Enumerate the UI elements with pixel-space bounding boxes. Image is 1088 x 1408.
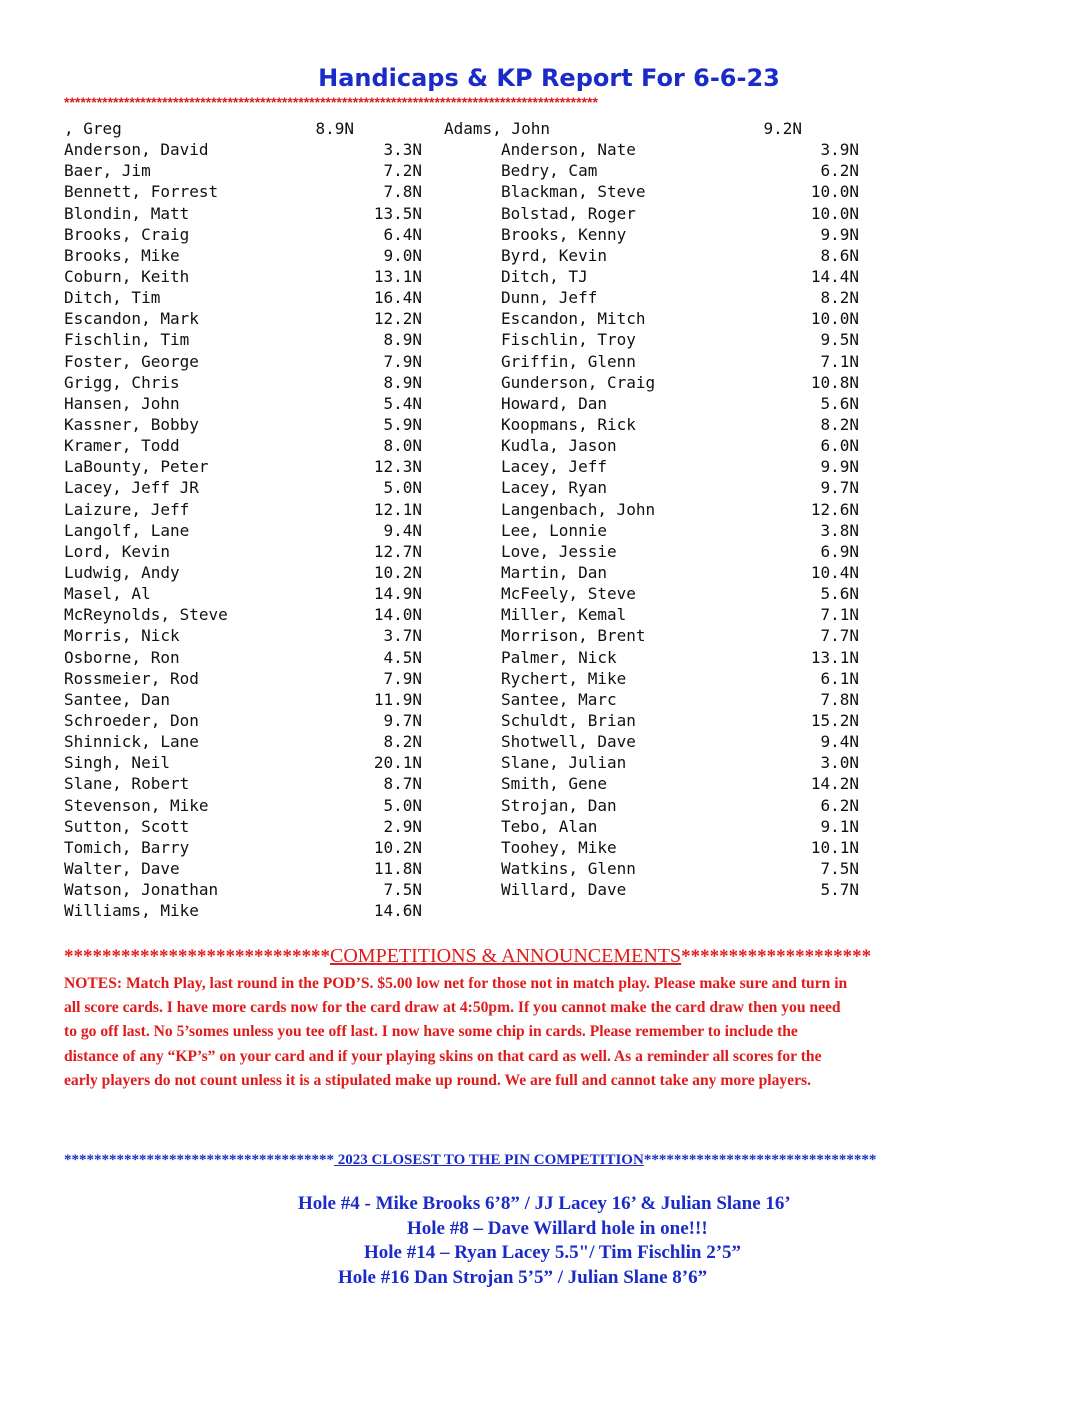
closest-to-pin-heading bbox=[64, 1152, 1034, 1169]
handicap-row bbox=[64, 837, 904, 858]
player-handicap: 5.0N bbox=[383, 795, 422, 815]
notes bbox=[64, 972, 1034, 1093]
player-handicap: 9.4N bbox=[383, 520, 422, 540]
player-name: Brooks, Craig bbox=[64, 224, 190, 244]
player-name: Foster, George bbox=[64, 351, 199, 371]
player-handicap: 12.2N bbox=[373, 309, 422, 329]
player-handicap: 9.9N bbox=[820, 224, 859, 244]
player-name: Bennett, Forrest bbox=[64, 182, 219, 202]
player-handicap: 6.2N bbox=[820, 795, 859, 815]
player-name: Slane, Robert bbox=[64, 774, 190, 794]
player-name: Langolf, Lane bbox=[64, 520, 190, 540]
handicap-row bbox=[64, 224, 904, 245]
player-name: Schroeder, Don bbox=[64, 710, 199, 730]
player-handicap: 11.9N bbox=[373, 689, 422, 709]
player-handicap: 8.9N bbox=[383, 372, 422, 392]
player-name: Rychert, Mike bbox=[501, 668, 627, 688]
player-handicap: 7.2N bbox=[383, 161, 422, 181]
player-name: Anderson, Nate bbox=[501, 140, 636, 160]
player-handicap: 5.7N bbox=[820, 880, 859, 900]
player-name: Rossmeier, Rod bbox=[64, 668, 199, 688]
player-handicap: 8.6N bbox=[820, 245, 859, 265]
player-handicap: 7.1N bbox=[820, 605, 859, 625]
handicap-row bbox=[64, 499, 904, 520]
handicap-row bbox=[64, 879, 904, 900]
player-handicap: 7.9N bbox=[383, 668, 422, 688]
handicap-row bbox=[64, 456, 904, 477]
player-handicap: 20.1N bbox=[373, 753, 422, 773]
notes-line: early players do not count unless it is a stipulated make up round. We are full and cannot take any more players. bbox=[64, 1071, 811, 1089]
player-name: Coburn, Keith bbox=[64, 266, 190, 286]
player-name: Lacey, Jeff bbox=[501, 457, 607, 477]
player-handicap: 6.2N bbox=[820, 161, 859, 181]
player-handicap: 7.8N bbox=[820, 689, 859, 709]
player-handicap: 6.9N bbox=[820, 541, 859, 561]
player-name: Blondin, Matt bbox=[64, 203, 190, 223]
player-handicap: 12.1N bbox=[373, 499, 422, 519]
handicap-row bbox=[64, 266, 904, 287]
player-name: Martin, Dan bbox=[501, 562, 607, 582]
player-name: Santee, Dan bbox=[64, 689, 170, 709]
player-name: Bedry, Cam bbox=[501, 161, 598, 181]
ctp-title: 2023 CLOSEST TO THE PIN COMPETITION bbox=[334, 1152, 644, 1168]
notes-line: distance of any “KP’s” on your card and if your playing skins on that card as well. As a reminder all scores for the bbox=[64, 1047, 822, 1065]
notes-line: NOTES: Match Play, last round in the POD’S. $5.00 low net for those not in match play. Please make sure and turn in bbox=[64, 975, 848, 992]
handicap-row bbox=[64, 647, 904, 668]
player-handicap: 3.8N bbox=[820, 520, 859, 540]
handicap-row bbox=[64, 858, 904, 879]
ctp-hole-14: Hole #14 – Ryan Lacey 5.5"/ Tim Fischlin 2’5” bbox=[364, 1242, 742, 1263]
player-handicap: 10.2N bbox=[373, 562, 422, 582]
player-handicap: 10.4N bbox=[810, 562, 859, 582]
player-name: Love, Jessie bbox=[501, 541, 617, 561]
player-handicap: 3.3N bbox=[383, 140, 422, 160]
player-name: McReynolds, Steve bbox=[64, 605, 228, 625]
player-handicap: 9.0N bbox=[383, 245, 422, 265]
player-handicap: 5.9N bbox=[383, 414, 422, 434]
player-name: Schuldt, Brian bbox=[501, 710, 636, 730]
handicap-row bbox=[64, 351, 904, 372]
player-name: Ditch, Tim bbox=[64, 288, 161, 308]
title-divider: ************************************************************************************************** bbox=[64, 94, 598, 110]
player-handicap: 5.6N bbox=[820, 393, 859, 413]
competitions-stars-left: **************************** bbox=[64, 946, 330, 967]
player-handicap: 8.9N bbox=[383, 330, 422, 350]
player-name: Byrd, Kevin bbox=[501, 245, 607, 265]
player-name: Masel, Al bbox=[64, 584, 151, 604]
player-name: Bolstad, Roger bbox=[501, 203, 636, 223]
handicap-row bbox=[64, 139, 904, 160]
player-name: Koopmans, Rick bbox=[501, 414, 636, 434]
competitions-heading bbox=[64, 945, 964, 968]
player-handicap: 3.0N bbox=[820, 753, 859, 773]
player-name: Slane, Julian bbox=[501, 753, 627, 773]
player-handicap: 10.1N bbox=[810, 837, 859, 857]
handicap-row bbox=[64, 541, 904, 562]
player-handicap: 12.7N bbox=[373, 541, 422, 561]
handicap-row bbox=[64, 118, 904, 139]
player-handicap: 7.7N bbox=[820, 626, 859, 646]
handicap-row bbox=[64, 203, 904, 224]
player-handicap: 7.9N bbox=[383, 351, 422, 371]
player-handicap: 8.0N bbox=[383, 436, 422, 456]
player-name: Escandon, Mitch bbox=[501, 309, 646, 329]
handicap-row bbox=[64, 604, 904, 625]
player-name: Lord, Kevin bbox=[64, 541, 170, 561]
player-handicap: 14.2N bbox=[810, 774, 859, 794]
notes-line: to go off last. No 5’somes unless you tee off last. I now have some chip in cards. Please remember to include the bbox=[64, 1023, 798, 1041]
handicap-row bbox=[64, 477, 904, 498]
player-handicap: 3.9N bbox=[820, 140, 859, 160]
player-name: Lee, Lonnie bbox=[501, 520, 607, 540]
player-name: Brooks, Kenny bbox=[501, 224, 627, 244]
player-handicap: 6.1N bbox=[820, 668, 859, 688]
notes-line: all score cards. I have more cards now for the card draw at 4:50pm. If you cannot make the card draw then you need bbox=[64, 999, 841, 1017]
player-handicap: 16.4N bbox=[373, 288, 422, 308]
player-handicap: 9.7N bbox=[383, 710, 422, 730]
player-handicap: 8.9N bbox=[315, 119, 354, 138]
ctp-hole-16: Hole #16 Dan Strojan 5’5” / Julian Slane 8’6” bbox=[338, 1267, 708, 1288]
player-name: Watkins, Glenn bbox=[501, 858, 636, 878]
handicap-row bbox=[64, 710, 904, 731]
handicap-row bbox=[64, 435, 904, 456]
handicap-row bbox=[64, 287, 904, 308]
player-handicap: 8.7N bbox=[383, 774, 422, 794]
player-handicap: 3.7N bbox=[383, 626, 422, 646]
player-handicap: 9.9N bbox=[820, 457, 859, 477]
handicap-row bbox=[64, 414, 904, 435]
player-handicap: 10.0N bbox=[810, 182, 859, 202]
player-name: Ditch, TJ bbox=[501, 266, 588, 286]
player-handicap: 8.2N bbox=[820, 414, 859, 434]
player-handicap: 2.9N bbox=[383, 816, 422, 836]
handicap-list bbox=[64, 118, 904, 921]
player-handicap: 10.0N bbox=[810, 203, 859, 223]
player-handicap: 9.7N bbox=[820, 478, 859, 498]
handicap-row bbox=[64, 795, 904, 816]
competitions-stars-right: ******************** bbox=[681, 946, 872, 967]
player-name: Tomich, Barry bbox=[64, 837, 190, 857]
player-handicap: 7.8N bbox=[383, 182, 422, 202]
report-title: Handicaps & KP Report For 6-6-23 bbox=[318, 64, 780, 92]
player-handicap: 5.4N bbox=[383, 393, 422, 413]
handicap-row bbox=[64, 731, 904, 752]
player-name: Ludwig, Andy bbox=[64, 562, 180, 582]
player-name: Kudla, Jason bbox=[501, 436, 617, 456]
handicap-row bbox=[64, 308, 904, 329]
handicap-row bbox=[64, 689, 904, 710]
player-name: Watson, Jonathan bbox=[64, 880, 219, 900]
player-name: Gunderson, Craig bbox=[501, 372, 656, 392]
player-name: Howard, Dan bbox=[501, 393, 607, 413]
player-name: Toohey, Mike bbox=[501, 837, 617, 857]
player-handicap: 7.5N bbox=[383, 880, 422, 900]
player-handicap: 13.1N bbox=[373, 266, 422, 286]
player-name: Tebo, Alan bbox=[501, 816, 598, 836]
handicap-row bbox=[64, 329, 904, 350]
player-name: Kramer, Todd bbox=[64, 436, 180, 456]
player-name: Laizure, Jeff bbox=[64, 499, 190, 519]
handicap-row bbox=[64, 668, 904, 689]
handicap-row bbox=[64, 372, 904, 393]
player-name: Lacey, Ryan bbox=[501, 478, 607, 498]
player-name: Kassner, Bobby bbox=[64, 414, 199, 434]
player-name: Shotwell, Dave bbox=[501, 732, 636, 752]
player-name: Fischlin, Tim bbox=[64, 330, 190, 350]
player-handicap: 15.2N bbox=[810, 710, 859, 730]
handicap-row bbox=[64, 773, 904, 794]
player-name: Willard, Dave bbox=[501, 880, 627, 900]
handicap-row bbox=[64, 900, 904, 921]
player-name: Anderson, David bbox=[64, 140, 209, 160]
player-name: Miller, Kemal bbox=[501, 605, 627, 625]
player-handicap: 14.4N bbox=[810, 266, 859, 286]
player-name: , Greg bbox=[64, 119, 122, 138]
player-handicap: 9.4N bbox=[820, 732, 859, 752]
player-name: Dunn, Jeff bbox=[501, 288, 598, 308]
player-name: Santee, Marc bbox=[501, 689, 617, 709]
player-name: Grigg, Chris bbox=[64, 372, 180, 392]
player-handicap: 12.3N bbox=[373, 457, 422, 477]
player-name: Shinnick, Lane bbox=[64, 732, 199, 752]
player-handicap: 12.6N bbox=[810, 499, 859, 519]
handicap-row bbox=[64, 625, 904, 646]
player-handicap: 7.5N bbox=[820, 858, 859, 878]
player-handicap: 10.2N bbox=[373, 837, 422, 857]
player-handicap: 5.0N bbox=[383, 478, 422, 498]
player-handicap: 14.0N bbox=[373, 605, 422, 625]
handicap-row bbox=[64, 583, 904, 604]
player-name: Brooks, Mike bbox=[64, 245, 180, 265]
ctp-stars-left: ************************************ bbox=[64, 1152, 334, 1168]
competitions-title: COMPETITIONS & ANNOUNCEMENTS bbox=[330, 945, 682, 967]
player-handicap: 7.1N bbox=[820, 351, 859, 371]
player-name: Blackman, Steve bbox=[501, 182, 646, 202]
player-name: Palmer, Nick bbox=[501, 647, 617, 667]
player-handicap: 10.8N bbox=[810, 372, 859, 392]
player-name: Fischlin, Troy bbox=[501, 330, 636, 350]
player-name: Hansen, John bbox=[64, 393, 180, 413]
player-name: LaBounty, Peter bbox=[64, 457, 209, 477]
player-name: Williams, Mike bbox=[64, 901, 199, 921]
player-handicap: 8.2N bbox=[383, 732, 422, 752]
player-handicap: 4.5N bbox=[383, 647, 422, 667]
handicap-row bbox=[64, 160, 904, 181]
player-handicap: 14.9N bbox=[373, 584, 422, 604]
handicap-row bbox=[64, 816, 904, 837]
player-handicap: 11.8N bbox=[373, 858, 422, 878]
player-handicap: 5.6N bbox=[820, 584, 859, 604]
player-name: Smith, Gene bbox=[501, 774, 607, 794]
player-name: Escandon, Mark bbox=[64, 309, 199, 329]
ctp-hole-8: Hole #8 – Dave Willard hole in one!!! bbox=[407, 1218, 708, 1239]
player-name: Walter, Dave bbox=[64, 858, 180, 878]
handicap-row bbox=[64, 752, 904, 773]
handicap-row bbox=[64, 181, 904, 202]
player-handicap: 6.4N bbox=[383, 224, 422, 244]
player-name: Baer, Jim bbox=[64, 161, 151, 181]
handicap-row bbox=[64, 562, 904, 583]
player-name: McFeely, Steve bbox=[501, 584, 636, 604]
player-handicap: 9.1N bbox=[820, 816, 859, 836]
player-handicap: 9.2N bbox=[763, 119, 802, 138]
player-name: Morris, Nick bbox=[64, 626, 180, 646]
ctp-hole-4: Hole #4 - Mike Brooks 6’8” / JJ Lacey 16’ & Julian Slane 16’ bbox=[298, 1193, 791, 1214]
handicap-row bbox=[64, 393, 904, 414]
player-handicap: 13.1N bbox=[810, 647, 859, 667]
player-name: Stevenson, Mike bbox=[64, 795, 209, 815]
handicap-row bbox=[64, 245, 904, 266]
player-handicap: 14.6N bbox=[373, 901, 422, 921]
player-name: Strojan, Dan bbox=[501, 795, 617, 815]
player-handicap: 9.5N bbox=[820, 330, 859, 350]
handicap-row bbox=[64, 520, 904, 541]
player-name: Adams, John bbox=[444, 119, 550, 138]
player-name: Griffin, Glenn bbox=[501, 351, 636, 371]
player-handicap: 13.5N bbox=[373, 203, 422, 223]
player-name: Singh, Neil bbox=[64, 753, 170, 773]
player-handicap: 8.2N bbox=[820, 288, 859, 308]
player-name: Langenbach, John bbox=[501, 499, 656, 519]
player-name: Osborne, Ron bbox=[64, 647, 180, 667]
player-handicap: 6.0N bbox=[820, 436, 859, 456]
player-name: Sutton, Scott bbox=[64, 816, 190, 836]
player-handicap: 10.0N bbox=[810, 309, 859, 329]
player-name: Lacey, Jeff JR bbox=[64, 478, 199, 498]
player-name: Morrison, Brent bbox=[501, 626, 646, 646]
ctp-stars-right: ******************************* bbox=[643, 1152, 877, 1168]
